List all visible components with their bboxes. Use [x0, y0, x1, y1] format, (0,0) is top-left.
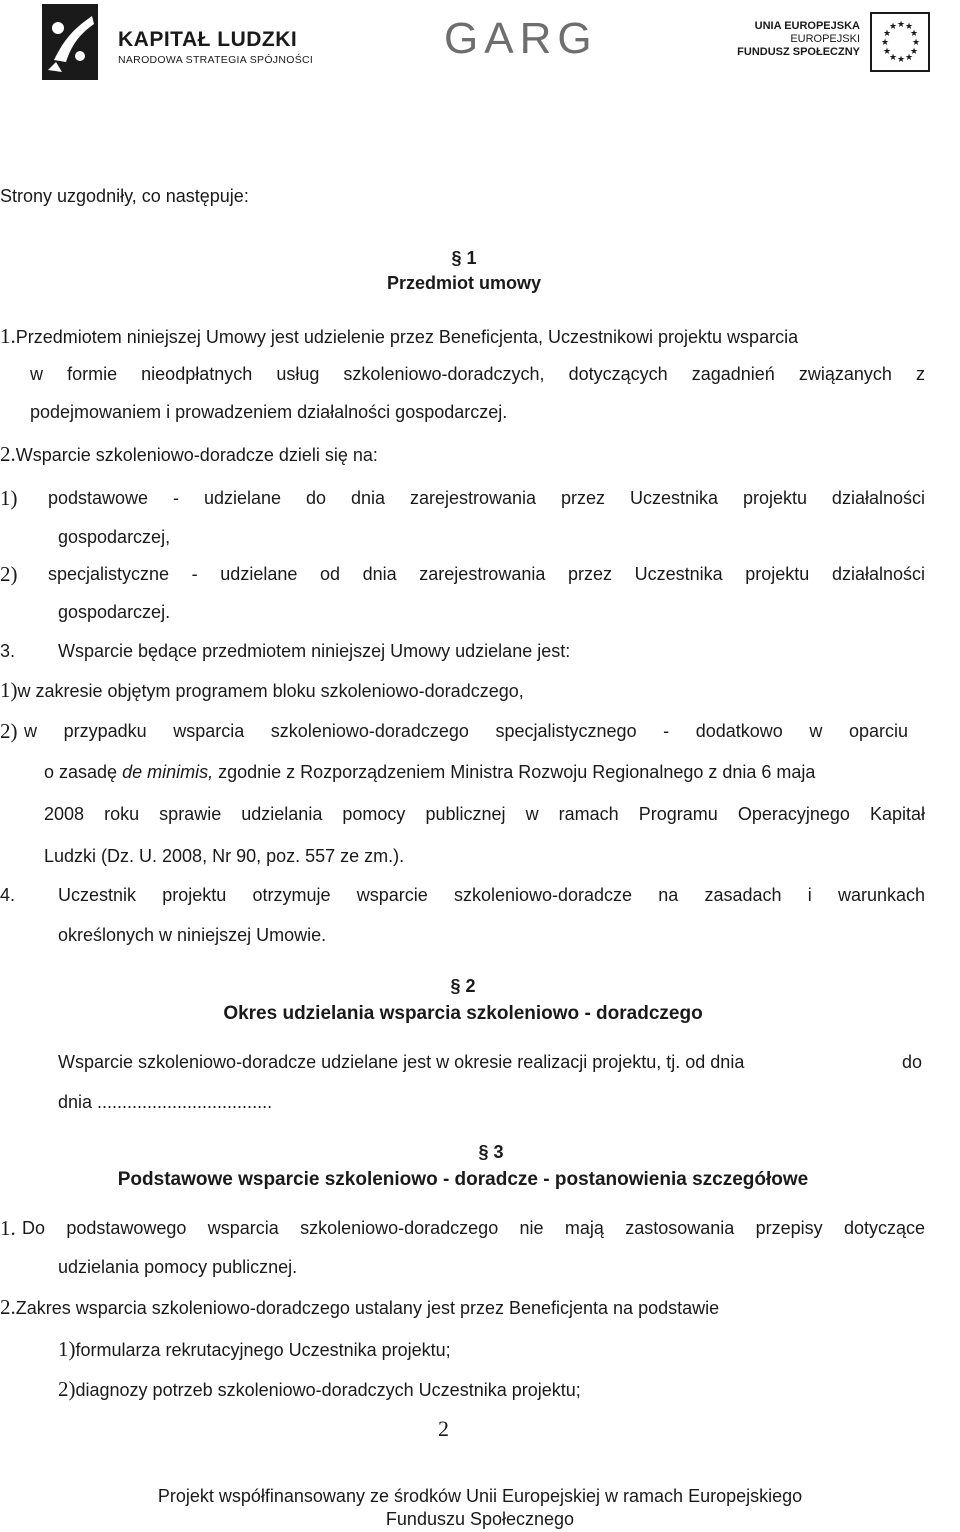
s1-p3-item2-line1: w przypadku wsparcia szkoleniowo-doradczego specjalistycznego - dodatkowo w oparciu — [24, 721, 908, 741]
s3-p2-item2-number: 2) — [58, 1377, 76, 1401]
svg-text:★: ★ — [897, 55, 906, 65]
s1-p3-item1-number: 1) — [0, 678, 18, 702]
s1-p1-line2: w formie nieodpłatnych usług szkoleniowo-doradczych, dotyczących zagadnień związanych z — [30, 364, 925, 384]
footer-line1: Projekt współfinansowany ze środków Unii Europejskiej w ramach Europejskiego — [157, 1486, 803, 1506]
eu-flag-icon — [870, 12, 930, 72]
s1-p3-item2-line3: 2008 roku sprawie udzielania pomocy publicznej w ramach Programu Operacyjnego Kapitał — [44, 804, 925, 824]
s3-p2 — [0, 1295, 719, 1320]
section-3-number: 3 — [493, 1142, 504, 1162]
page-number: 2 — [438, 1416, 449, 1441]
footer-line2: Funduszu Społecznego — [385, 1509, 575, 1529]
s1-p3-item1-line1: w zakresie objętym programem bloku szkoleniowo-doradczego, — [17, 681, 524, 701]
s1-p1-line1: Przedmiotem niniejszej Umowy jest udzielenie przez Beneficjenta, Uczestnikowi projektu wsparcia — [15, 327, 799, 347]
s3-p2-item2 — [58, 1377, 581, 1402]
section-1-number: 1 — [466, 248, 477, 268]
s2-line2: dnia ................................... — [58, 1092, 273, 1112]
s1-p2-item1-line1: podstawowe - udzielane do dnia zarejestrowania przez Uczestnika projektu działalności — [48, 488, 925, 508]
svg-text:★: ★ — [912, 38, 921, 48]
eu-logo-line1: UNIA EUROPEJSKA — [754, 20, 860, 32]
svg-text:★: ★ — [889, 53, 898, 63]
s1-p1-line3: podejmowaniem i prowadzeniem działalności gospodarczej. — [30, 402, 508, 422]
s3-p2-line1: Zakres wsparcia szkoleniowo-doradczego ustalany jest przez Beneficjenta na podstawie — [15, 1298, 720, 1318]
intro-text: Strony uzgodniły, co następuje: — [0, 186, 249, 206]
s1-p2-item2-line2: gospodarczej. — [58, 602, 171, 622]
footer — [0, 1486, 960, 1530]
garg-logo: GARG — [444, 14, 598, 63]
s1-p1 — [0, 324, 798, 349]
s1-p4-number: 4. — [0, 885, 16, 905]
s1-p3-item2-line2 — [44, 762, 815, 783]
section-3-title: Podstawowe wsparcie szkoleniowo - doradcze - postanowienia szczegółowe — [117, 1169, 809, 1190]
s3-p1-line1: Do podstawowego wsparcia szkoleniowo-doradczego nie mają zastosowania przepisy dotyczące — [22, 1218, 925, 1238]
section-sign-icon: § — [478, 1142, 494, 1162]
svg-text:★: ★ — [897, 20, 906, 30]
s1-p2-number: 2. — [0, 442, 16, 466]
kapital-ludzki-logo — [36, 0, 326, 86]
s3-p1-line2: udzielania pomocy publicznej. — [58, 1257, 298, 1277]
s1-p3-item2-line2c: zgodnie z Rozporządzeniem Ministra Rozwoju Regionalnego z dnia 6 maja — [213, 762, 816, 782]
s1-p2-item1-line2: gospodarczej, — [58, 527, 171, 547]
section-2-heading — [0, 976, 926, 1025]
svg-text:★: ★ — [910, 29, 919, 39]
kapital-ludzki-emblem-icon — [36, 0, 104, 84]
s1-p3-item2-line4: Ludzki (Dz. U. 2008, Nr 90, poz. 557 ze zm.). — [44, 846, 405, 866]
s1-p1-number: 1. — [0, 324, 16, 348]
s1-p2-line1: Wsparcie szkoleniowo-doradcze dzieli się na: — [15, 445, 378, 465]
svg-text:★: ★ — [910, 47, 919, 57]
svg-text:★: ★ — [905, 22, 914, 32]
section-1-heading — [364, 248, 564, 294]
eu-logo-text — [737, 20, 860, 59]
section-2-title: Okres udzielania wsparcia szkoleniowo - doradczego — [223, 1003, 703, 1024]
s2-line1-end: do — [902, 1052, 923, 1072]
svg-text:★: ★ — [889, 22, 898, 32]
svg-text:★: ★ — [883, 29, 892, 39]
section-3-heading — [0, 1142, 926, 1191]
s1-p2-item2-number: 2) — [0, 562, 18, 586]
s1-p3-item2-line2a: o zasadę — [44, 762, 123, 782]
s3-p2-item2-line1: diagnozy potrzeb szkoleniowo-doradczych Uczestnika projektu; — [75, 1380, 581, 1400]
eu-logo-line3: FUNDUSZ SPOŁECZNY — [737, 46, 860, 58]
s1-p3-line1: Wsparcie będące przedmiotem niniejszej Umowy udzielane jest: — [58, 641, 571, 661]
s1-p2-item1-number: 1) — [0, 486, 18, 510]
s1-p3-item2-number: 2) — [0, 719, 18, 743]
s1-p3-number: 3. — [0, 641, 16, 661]
section-sign-icon: § — [450, 976, 466, 996]
section-1-title: Przedmiot umowy — [386, 273, 542, 293]
s3-p1-number: 1. — [0, 1216, 16, 1240]
section-sign-icon: § — [451, 248, 467, 268]
s3-p2-item1 — [58, 1337, 451, 1362]
s1-p3-item1 — [0, 678, 524, 703]
kapital-ludzki-subtitle: NARODOWA STRATEGIA SPÓJNOŚCI — [118, 54, 314, 66]
s3-p2-item1-line1: formularza rekrutacyjnego Uczestnika projektu; — [75, 1340, 451, 1360]
eu-logo-line2: EUROPEJSKI — [790, 33, 860, 45]
s1-p4-line1: Uczestnik projektu otrzymuje wsparcie szkoleniowo-doradcze na zasadach i warunkach — [58, 885, 925, 905]
s2-line1: Wsparcie szkoleniowo-doradcze udzielane jest w okresie realizacji projektu, tj. od dnia — [58, 1052, 745, 1072]
eu-logo — [730, 10, 930, 74]
s1-p2 — [0, 442, 378, 467]
s3-p2-number: 2. — [0, 1295, 16, 1319]
kapital-ludzki-title: KAPITAŁ LUDZKI — [118, 28, 298, 51]
s1-p3-item2-de-minimis: de minimis, — [122, 762, 214, 782]
svg-text:★: ★ — [905, 53, 914, 63]
s3-p2-item1-number: 1) — [58, 1337, 76, 1361]
section-2-number: 2 — [465, 976, 476, 996]
svg-text:★: ★ — [881, 38, 890, 48]
svg-text:★: ★ — [883, 47, 892, 57]
s1-p4-line2: określonych w niniejszej Umowie. — [58, 925, 327, 945]
s1-p2-item2-line1: specjalistyczne - udzielane od dnia zarejestrowania przez Uczestnika projektu działalności — [48, 564, 925, 584]
